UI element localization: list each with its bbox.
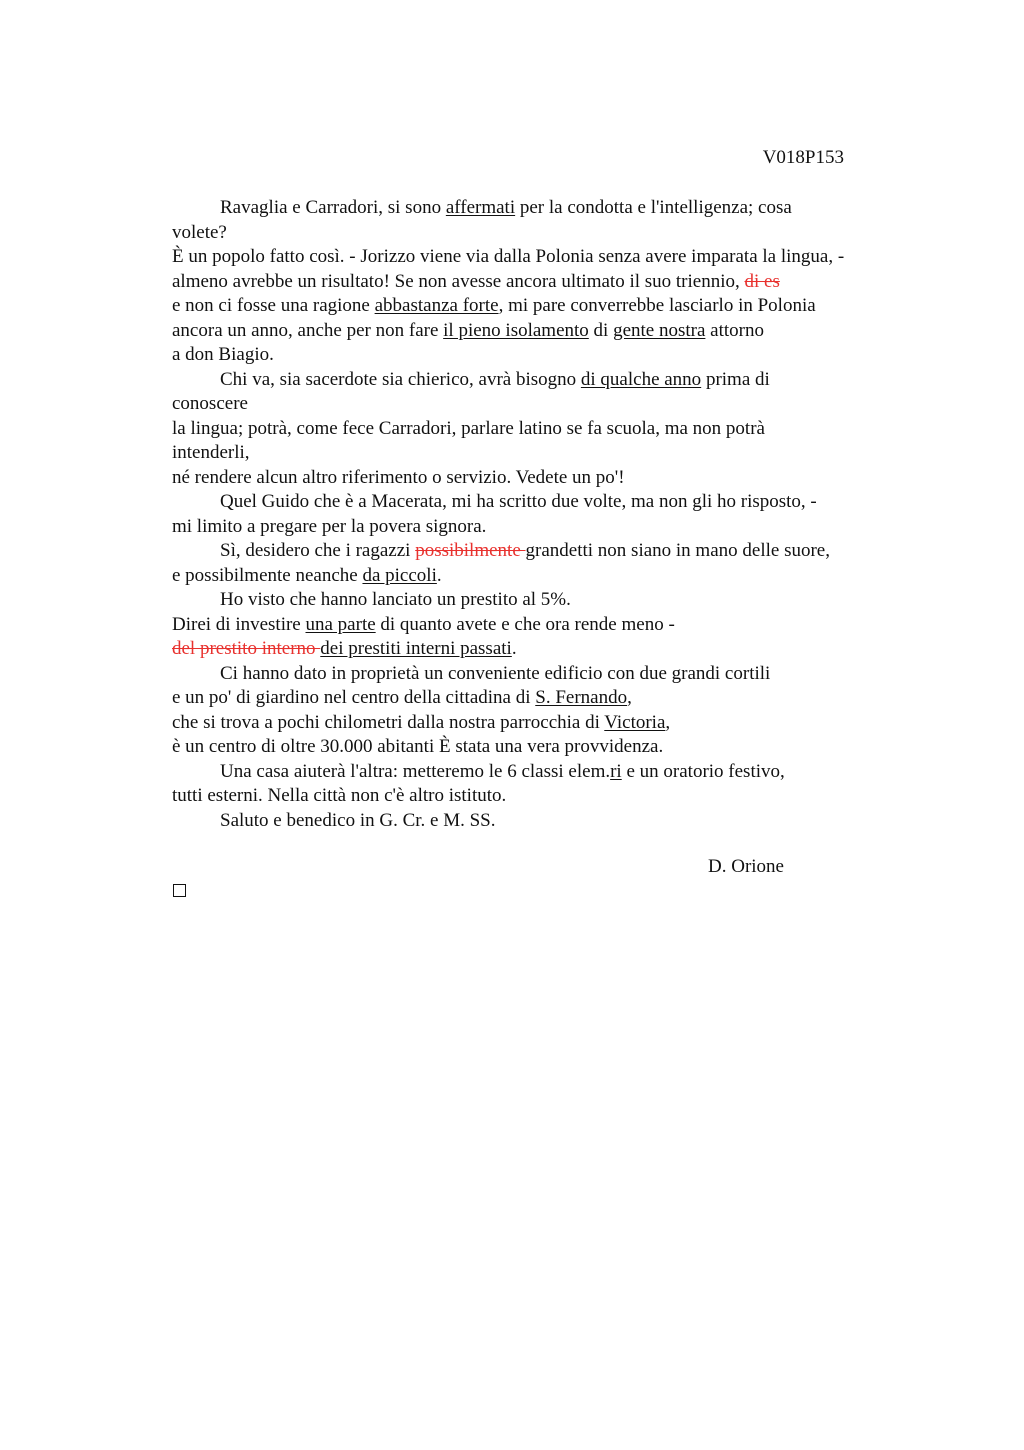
underlined-text: Victoria xyxy=(604,711,666,733)
text-span: né rendere alcun altro riferimento o servizio. Vedete un po'! xyxy=(172,466,625,488)
text-line xyxy=(172,637,912,662)
text-line xyxy=(172,196,912,221)
text-line xyxy=(172,539,912,564)
text-line xyxy=(172,368,912,393)
underlined-text: il pieno isolamento xyxy=(443,319,589,341)
text-span: Direi di investire xyxy=(172,613,306,635)
text-span: e un oratorio festivo, xyxy=(621,760,785,782)
text-span: volete? xyxy=(172,221,227,243)
underlined-text: gente nostra xyxy=(613,319,706,341)
signature: D. Orione xyxy=(708,856,784,877)
text-line xyxy=(172,490,912,515)
text-span: , xyxy=(627,687,632,708)
text-line xyxy=(172,662,912,687)
text-line xyxy=(172,760,912,785)
text-span: conoscere xyxy=(172,393,248,414)
deleted-text: di es xyxy=(744,270,780,292)
page-id: V018P153 xyxy=(762,147,844,168)
text-span: di quanto avete e che ora rende meno - xyxy=(375,613,675,635)
text-line xyxy=(172,294,912,319)
text-span: È un popolo fatto così. - Jorizzo viene via dalla Polonia senza avere imparata la lingua, - xyxy=(172,246,845,267)
text-span: per la condotta e l'intelligenza; cosa xyxy=(515,197,792,218)
text-span: ancora un anno, anche per non fare xyxy=(172,319,444,341)
text-span: Ravaglia e Carradori, si sono xyxy=(220,197,446,218)
text-span: Una casa aiuterà l'altra: metteremo le 6 classi elem. xyxy=(220,760,611,782)
text-line xyxy=(172,392,912,417)
text-line xyxy=(172,735,912,760)
text-line xyxy=(172,343,912,368)
deleted-text: del prestito interno xyxy=(172,638,321,659)
text-span: prima di xyxy=(701,368,770,390)
underlined-text: di qualche anno xyxy=(580,368,702,390)
text-span: , xyxy=(665,711,671,733)
text-span: , mi pare converrebbe lasciarlo in Polonia xyxy=(498,295,816,316)
underlined-text: S. Fernando xyxy=(535,687,628,708)
checkbox-square-icon xyxy=(173,884,186,897)
text-span: e non ci fosse una ragione xyxy=(172,295,375,316)
text-line xyxy=(172,245,912,270)
text-span: di xyxy=(588,319,614,341)
underlined-text: da piccoli xyxy=(362,564,437,586)
text-span: la lingua; potrà, come fece Carradori, parlare latino se fa scuola, ma non potrà xyxy=(172,417,765,439)
text-span: grandetti non siano in mano delle suore, xyxy=(525,540,830,561)
text-span: Saluto e benedico in G. Cr. e M. SS. xyxy=(220,809,496,831)
text-line xyxy=(172,515,912,540)
letter-body xyxy=(172,196,912,833)
text-line xyxy=(172,686,912,711)
underlined-text: ri xyxy=(610,760,622,782)
text-span: e un po' di giardino nel centro della cittadina di xyxy=(172,687,536,708)
text-span: a don Biagio. xyxy=(172,344,274,365)
text-span: Chi va, sia sacerdote sia chierico, avrà bisogno xyxy=(220,368,581,390)
text-span: Sì, desidero che i ragazzi xyxy=(220,540,416,561)
text-span: intenderli, xyxy=(172,442,250,463)
text-line xyxy=(172,711,912,736)
underlined-text: una parte xyxy=(305,613,376,635)
text-line xyxy=(172,809,912,834)
text-line xyxy=(172,564,912,589)
text-span: mi limito a pregare per la povera signora. xyxy=(172,515,487,537)
text-line xyxy=(172,466,912,491)
text-line xyxy=(172,784,912,809)
text-span: tutti esterni. Nella città non c'è altro istituto. xyxy=(172,785,507,806)
text-span: . xyxy=(511,638,517,659)
text-span: Ho visto che hanno lanciato un prestito al 5%. xyxy=(220,589,571,610)
deleted-text: possibilmente xyxy=(415,540,526,561)
text-span: e possibilmente neanche xyxy=(172,564,363,586)
text-line xyxy=(172,441,912,466)
text-line xyxy=(172,588,912,613)
text-span: almeno avrebbe un risultato! Se non avesse ancora ultimato il suo triennio, xyxy=(172,270,745,292)
text-line xyxy=(172,417,912,442)
text-line xyxy=(172,221,912,246)
text-span: è un centro di oltre 30.000 abitanti È stata una vera provvidenza. xyxy=(172,736,664,757)
text-line xyxy=(172,270,912,295)
text-span: che si trova a pochi chilometri dalla nostra parrocchia di xyxy=(172,711,605,733)
text-span: attorno xyxy=(705,319,764,341)
text-span: Quel Guido che è a Macerata, mi ha scritto due volte, ma non gli ho risposto, - xyxy=(220,491,817,512)
text-line xyxy=(172,613,912,638)
underlined-text: affermati xyxy=(445,197,516,218)
text-span: . xyxy=(436,564,442,586)
text-span: Ci hanno dato in proprietà un conveniente edificio con due grandi cortili xyxy=(220,662,771,684)
underlined-text: abbastanza forte xyxy=(374,295,499,316)
text-line xyxy=(172,319,912,344)
underlined-text: dei prestiti interni passati xyxy=(320,638,512,659)
